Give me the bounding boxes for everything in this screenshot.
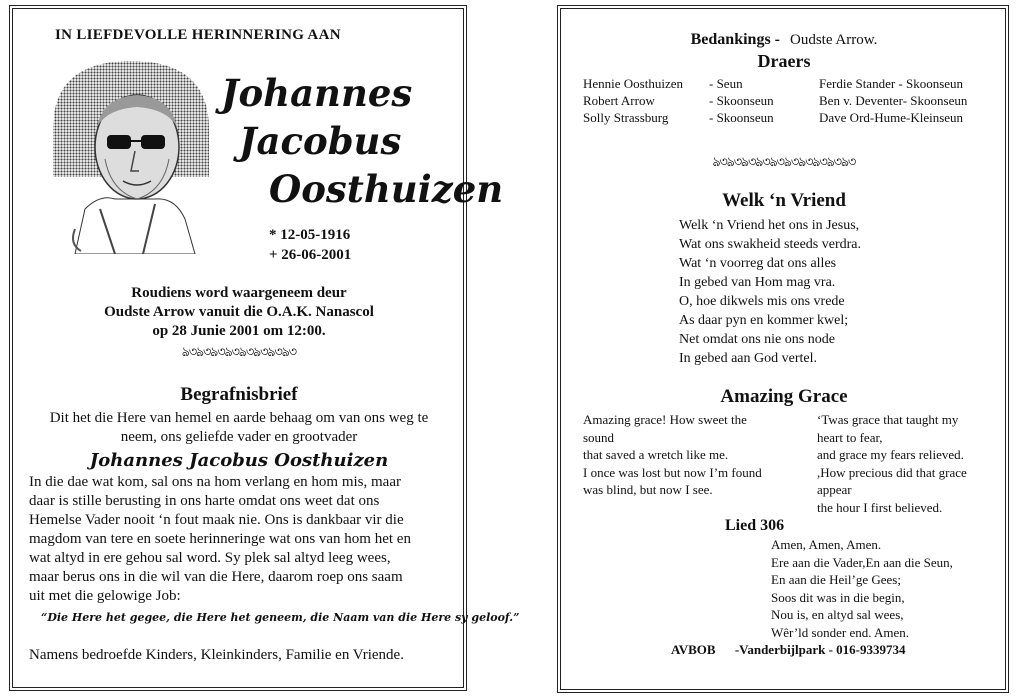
bearer-name: Solly Strassburg [583, 110, 669, 125]
body-line: wat altyd in ere gehou sal word. Sy plek sal altyd leeg wees, [29, 550, 391, 566]
body-line: daar is stille berusting in ons harte omdat ons weet dat ons [29, 493, 380, 509]
portrait-photo [45, 59, 217, 254]
funeral-director-contact: -Vanderbijlpark - 016-9339734 [734, 642, 906, 657]
bearer-row [583, 92, 774, 109]
name-middle: Jacobus [239, 119, 402, 163]
lyric-line: As daar pyn en kommer kwel; [679, 313, 849, 328]
bearers-right [819, 75, 967, 126]
lyric-line: Nou is, en altyd sal wees, [771, 607, 904, 622]
thanks-value: Oudste Arrow. [790, 32, 878, 48]
name-surname: Oosthuizen [269, 167, 504, 211]
body-line: Hemelse Vader nooit ‘n fout maak nie. Ons is dankbaar vir die [29, 512, 404, 528]
lyric-line: and grace my fears relieved. [817, 447, 964, 462]
hymn3-lyrics [771, 536, 953, 641]
letter-name: Johannes Jacobus Oosthuizen [89, 450, 389, 471]
bearers-title: Draers [757, 51, 811, 71]
bearer-entry: Dave Ord-Hume-Kleinseun [819, 110, 964, 125]
bearers-left [583, 75, 774, 126]
bearer-entry: Ferdie Stander - Skoonseun [819, 76, 964, 91]
letter-body [29, 473, 411, 606]
thanks-label: Bedankings - [690, 31, 780, 48]
body-line: uit met die gelowige Job: [29, 588, 181, 604]
body-line: In die dae wat kom, sal ons na hom verlang en hom mis, maar [29, 474, 401, 490]
lyric-line: heart to fear, [817, 429, 883, 445]
left-page [12, 8, 520, 688]
intro-line: Dit het die Here van hemel en aarde behaag om van ons weg te [49, 410, 429, 426]
lyric-line: Wêr’ld sonder end. Amen. [771, 624, 910, 640]
death-date: + 26-06-2001 [269, 247, 352, 263]
bearer-row [583, 75, 743, 92]
lyric-line: In gebed aan God vertel. [679, 351, 817, 366]
ornament-divider: ঌ৩ঌ৩ঌ৩ঌ৩ঌ৩ঌ৩ঌ৩ঌ৩ঌ৩ঌ৩ [712, 155, 856, 170]
lyric-line: appear [817, 482, 852, 497]
lyric-line: sound [583, 429, 615, 445]
mourning-line: Roudiens word waargeneem deur [131, 285, 347, 301]
funeral-director-name: AVBOB [671, 642, 716, 657]
ornament-divider: ঌ৩ঌ৩ঌ৩ঌ৩ঌ৩ঌ৩ঌ৩ঌ৩ [181, 345, 297, 360]
lyric-line: Welk ‘n Vriend het ons in Jesus, [679, 218, 860, 233]
bearer-relation: - Skoonseun [709, 93, 774, 108]
bearer-relation: - Skoonseun [709, 110, 774, 125]
lyric-line: the hour I first believed. [817, 499, 943, 515]
thanks-line [561, 31, 1007, 49]
lyric-line: was blind, but now I see. [583, 482, 713, 497]
bearer-row [583, 109, 774, 126]
bearer-relation: - Seun [709, 76, 743, 91]
birth-date: * 12-05-1916 [269, 227, 351, 243]
lyric-line: In gebed van Hom mag vra. [679, 275, 836, 290]
letter-title: Begrafnisbrief [180, 384, 298, 405]
right-page [560, 8, 1006, 690]
lyric-line: Soos dit was in die begin, [771, 589, 905, 605]
intro-line: neem, ons geliefde vader en grootvader [120, 429, 358, 445]
body-line: magdom van tere en soete herinneringe wat ons van hom het en [29, 531, 411, 547]
lyric-line: ,How precious did that grace [817, 464, 967, 480]
hymn3-title: Lied 306 [725, 517, 785, 534]
portrait-image [45, 59, 217, 254]
lyric-line: Wat ‘n voorreg dat ons alles [679, 256, 837, 271]
bearer-entry: Ben v. Deventer- Skoonseun [819, 93, 968, 108]
name-first: Johannes [221, 71, 413, 115]
lyric-line: En aan die Heil’ge Gees; [771, 572, 901, 587]
lyric-line: Amazing grace! How sweet the [583, 412, 747, 427]
hymn1-title: Welk ‘n Vriend [722, 190, 846, 211]
mourning-notice [13, 284, 465, 341]
lyric-line: Net omdat ons nie ons node [679, 332, 835, 347]
memorial-heading: IN LIEFDEVOLLE HERINNERING AAN [55, 27, 341, 43]
mourning-line: Oudste Arrow vanuit die O.A.K. Nanascol [104, 304, 374, 320]
hymn2-left-column [583, 411, 762, 499]
mourning-line: op 28 Junie 2001 om 12:00. [152, 323, 326, 339]
hymn1-lyrics [679, 216, 861, 368]
lyric-line: Ere aan die Vader,En aan die Seun, [771, 554, 953, 570]
hymn2-right-column [817, 411, 967, 516]
bearer-name: Hennie Oosthuizen [583, 76, 684, 91]
funeral-director-line [671, 642, 906, 658]
bearer-name: Robert Arrow [583, 93, 655, 108]
lyric-line: Wat ons swakheid steeds verdra. [679, 237, 861, 252]
lyric-line: I once was lost but now I’m found [583, 464, 762, 480]
lyric-line: Amen, Amen, Amen. [771, 537, 882, 552]
letter-intro [13, 409, 465, 447]
lyric-line: ‘Twas grace that taught my [817, 412, 959, 427]
family-signoff: Namens bedroefde Kinders, Kleinkinders, Familie en Vriende. [29, 647, 404, 663]
hymn2-title: Amazing Grace [720, 386, 848, 407]
job-quote: “Die Here het gegee, die Here het geneem, die Naam van die Here sy geloof.” [41, 611, 520, 624]
body-line: maar berus ons in die wil van die Here, daarom roep ons saam [29, 569, 403, 585]
lyric-line: that saved a wretch like me. [583, 447, 729, 462]
lyric-line: O, hoe dikwels mis ons vrede [679, 294, 845, 309]
